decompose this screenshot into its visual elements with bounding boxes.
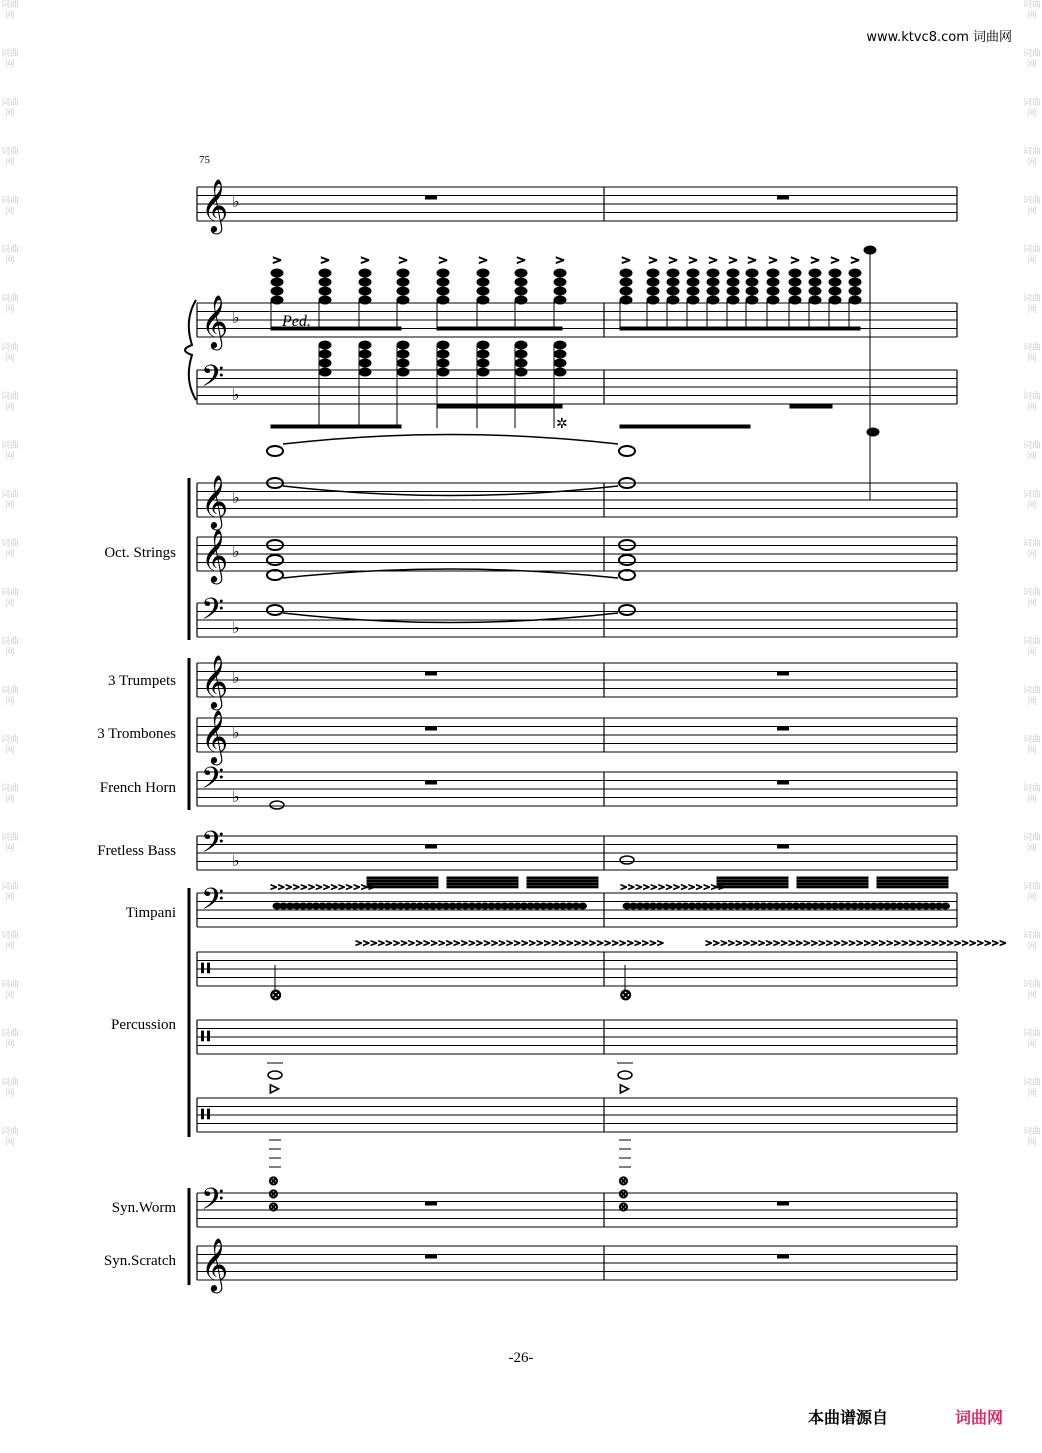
whole-note — [267, 446, 283, 456]
piano-rh-chord — [727, 278, 739, 286]
piano-rh-chord — [687, 278, 699, 286]
piano-rh-chord — [809, 269, 821, 277]
piano-rh-chord — [687, 296, 699, 304]
piano-rh-chord — [515, 269, 527, 277]
clef-icon: 𝄢 — [201, 826, 225, 867]
braces-and-brackets — [185, 300, 196, 1285]
piano-lh-chord — [437, 350, 449, 358]
flat-key-signature: ♭ — [232, 618, 240, 637]
accent-mark: ▷ — [270, 1081, 280, 1095]
flat-key-signature: ♭ — [232, 851, 240, 870]
watermark-text: 词曲网 — [0, 686, 19, 707]
accent-marks: >>>>>>>>>>>>>>>>>>>>>>>>>>>>>>>>>>>>>>>> — [705, 939, 1007, 949]
whole-rest — [777, 781, 789, 785]
piano-rh-chord — [319, 269, 331, 277]
beam — [527, 877, 598, 879]
piano-lh-chord — [397, 359, 409, 367]
whole-note — [619, 446, 635, 456]
piano-rh-chord — [746, 278, 758, 286]
beam — [717, 877, 788, 879]
whole-rest — [777, 1202, 789, 1206]
clef-icon: 𝄞 — [201, 709, 229, 763]
x-notehead: ⊗ — [618, 1200, 629, 1215]
beam — [437, 405, 562, 408]
clef-icon: 𝄞 — [201, 1237, 229, 1291]
beam — [790, 405, 832, 408]
beam — [717, 883, 788, 885]
watermark-text: 词曲网 — [1022, 343, 1041, 364]
piano-rh-chord — [319, 296, 331, 304]
whole-note — [267, 555, 283, 565]
whole-rest — [425, 672, 437, 676]
watermark-text: 词曲网 — [0, 539, 19, 560]
x-notehead: ⊗ — [268, 1187, 279, 1202]
watermark-text: 词曲网 — [0, 490, 19, 511]
watermark-text: 词曲网 — [1022, 882, 1041, 903]
clef-icon: 𝄞 — [201, 294, 229, 348]
clef-icon: 𝄢 — [201, 762, 225, 803]
piano-lh-chord — [554, 341, 566, 349]
piano-rh-chord — [849, 269, 861, 277]
piano-rh-chord — [397, 278, 409, 286]
watermark-text: 词曲网 — [1022, 294, 1041, 315]
accent-mark: > — [320, 253, 331, 267]
piano-rh-chord — [687, 287, 699, 295]
piano-rh-chord — [829, 269, 841, 277]
watermark-text: 词曲网 — [1022, 441, 1041, 462]
piano-rh-chord — [397, 287, 409, 295]
label-french-horn: French Horn — [99, 780, 176, 796]
piano-rh-chord — [849, 296, 861, 304]
whole-rest — [777, 196, 789, 200]
label-3-trumpets: 3 Trumpets — [108, 673, 176, 689]
piano-lh-chord — [554, 368, 566, 376]
piano-lh-chord — [359, 341, 371, 349]
beam — [877, 886, 948, 888]
whole-rest — [425, 196, 437, 200]
accent-mark: > — [555, 253, 566, 267]
percussion-note — [618, 1071, 632, 1079]
staff-lines — [197, 187, 957, 1280]
watermark-text: 词曲网 — [1022, 392, 1041, 413]
watermark-text: 词曲网 — [1022, 784, 1041, 805]
flat-key-signature: ♭ — [232, 787, 240, 806]
label-timpani: Timpani — [125, 905, 176, 921]
beam — [367, 886, 438, 888]
flat-key-signature: ♭ — [232, 308, 240, 327]
pedal-release-mark: ✲ — [556, 416, 568, 432]
piano-rh-chord — [554, 296, 566, 304]
piano-rh-chord — [767, 269, 779, 277]
clef-icon: 𝄥 — [201, 952, 210, 987]
beam — [797, 877, 868, 879]
watermark-text: 词曲网 — [1022, 735, 1041, 756]
whole-rest — [425, 845, 437, 849]
beam — [437, 327, 562, 330]
piano-rh-chord — [437, 269, 449, 277]
whole-rest — [425, 1202, 437, 1206]
piano-rh-chord — [554, 269, 566, 277]
watermark-text: 词曲网 — [0, 980, 19, 1001]
piano-rh-chord — [271, 278, 283, 286]
watermark-text: 词曲网 — [1022, 98, 1041, 119]
piano-rh-chord — [789, 296, 801, 304]
whole-rest — [425, 727, 437, 731]
beam — [527, 880, 598, 882]
piano-rh-chord — [437, 278, 449, 286]
piano-rh-chord — [849, 278, 861, 286]
accent-mark: > — [850, 253, 861, 267]
measure-number: 75 — [199, 154, 210, 166]
clef-icon: 𝄢 — [201, 883, 225, 924]
piano-rh-chord — [554, 278, 566, 286]
piano-rh-chord — [707, 269, 719, 277]
notes — [267, 246, 1007, 1215]
piano-rh-chord — [647, 296, 659, 304]
piano-rh-chord — [515, 287, 527, 295]
watermark-text: 词曲网 — [0, 245, 19, 266]
timpani-note — [942, 903, 950, 909]
whole-note — [620, 856, 634, 864]
tie — [283, 613, 618, 623]
watermark-text: 词曲网 — [0, 1078, 19, 1099]
beam — [797, 883, 868, 885]
watermark-text: 词曲网 — [0, 637, 19, 658]
piano-rh-chord — [515, 278, 527, 286]
clefs — [201, 178, 240, 1293]
flat-key-signature: ♭ — [232, 488, 240, 507]
piano-rh-chord — [789, 278, 801, 286]
piano-lh-chord — [515, 359, 527, 367]
beam — [877, 877, 948, 879]
piano-lh-chord — [437, 341, 449, 349]
whole-note — [619, 555, 635, 565]
beam — [717, 886, 788, 888]
watermark-text: 词曲网 — [0, 588, 19, 609]
piano-rh-chord — [271, 269, 283, 277]
accent-mark: ▷ — [620, 1081, 630, 1095]
piano-rh-chord — [667, 287, 679, 295]
piano-lh-chord — [554, 350, 566, 358]
piano-rh-chord — [620, 287, 632, 295]
watermark-text: 词曲网 — [0, 931, 19, 952]
watermark-text: 词曲网 — [1022, 196, 1041, 217]
beam — [447, 883, 518, 885]
accent-mark: > — [272, 253, 283, 267]
accent-mark: > — [768, 253, 779, 267]
cymbal-note: ⊗ — [619, 985, 633, 1004]
piano-rh-chord — [746, 269, 758, 277]
whole-rest — [777, 727, 789, 731]
piano-rh-chord — [707, 296, 719, 304]
barlines — [197, 187, 957, 1280]
whole-rest — [777, 1255, 789, 1259]
clef-icon: 𝄢 — [201, 360, 225, 401]
tie — [283, 435, 618, 445]
piano-rh-chord — [829, 287, 841, 295]
accent-mark: > — [728, 253, 739, 267]
accent-mark: > — [790, 253, 801, 267]
beam — [877, 880, 948, 882]
x-notehead: ⊗ — [618, 1187, 629, 1202]
piano-lh-chord — [437, 359, 449, 367]
beam — [620, 425, 750, 428]
beam — [797, 880, 868, 882]
watermark-text: 词曲网 — [1022, 931, 1041, 952]
watermark-text: 词曲网 — [0, 343, 19, 364]
piano-lh-chord — [319, 359, 331, 367]
accent-mark: > — [516, 253, 527, 267]
piano-rh-chord — [397, 296, 409, 304]
accent-marks: >>>>>>>>>>>>>>>>>>>>>>>>>>>>>>>>>>>>>>>>> — [355, 939, 665, 949]
watermark-text: 词曲网 — [1022, 490, 1041, 511]
percussion-note — [268, 1071, 282, 1079]
clef-icon: 𝄞 — [201, 178, 229, 232]
label-fretless-bass: Fretless Bass — [97, 843, 176, 859]
piano-rh-chord — [620, 278, 632, 286]
piano-rh-chord — [789, 287, 801, 295]
whole-rest — [425, 781, 437, 785]
beam — [367, 880, 438, 882]
piano-rh-chord — [620, 296, 632, 304]
piano-rh-chord — [477, 296, 489, 304]
watermark-text: 词曲网 — [1022, 245, 1041, 266]
piano-lh-chord — [397, 368, 409, 376]
beam — [367, 877, 438, 879]
accent-mark: > — [830, 253, 841, 267]
beam — [447, 886, 518, 888]
clef-icon: 𝄞 — [201, 528, 229, 582]
whole-note — [267, 605, 283, 615]
watermark-text: 词曲网 — [0, 833, 19, 854]
piano-lh-chord — [554, 359, 566, 367]
pedal-mark: Ped. — [282, 313, 311, 330]
footer-source-site[interactable]: 词曲网 — [955, 1408, 1004, 1427]
piano-rh-chord — [707, 278, 719, 286]
piano-rh-chord — [477, 269, 489, 277]
label-3-trombones: 3 Trombones — [97, 726, 176, 742]
accent-mark: > — [708, 253, 719, 267]
cymbal-note: ⊗ — [269, 985, 283, 1004]
piano-lh-chord — [397, 341, 409, 349]
watermark-text: 词曲网 — [0, 1029, 19, 1050]
watermark-text: 词曲网 — [1022, 1078, 1041, 1099]
piano-lh-chord — [359, 368, 371, 376]
beam — [877, 883, 948, 885]
piano-rh-chord — [687, 269, 699, 277]
piano-rh-chord — [437, 296, 449, 304]
piano-rh-chord — [554, 287, 566, 295]
beam — [271, 425, 401, 428]
accent-mark: > — [438, 253, 449, 267]
accent-note — [867, 428, 879, 436]
piano-lh-chord — [515, 350, 527, 358]
piano-rh-chord — [477, 278, 489, 286]
piano-lh-chord — [359, 350, 371, 358]
header-site-url[interactable]: www.ktvc8.com 词曲网 — [866, 30, 1012, 45]
timpani-note — [579, 903, 587, 909]
piano-rh-chord — [359, 296, 371, 304]
piano-lh-chord — [477, 368, 489, 376]
watermark-text: 词曲网 — [1022, 1029, 1041, 1050]
piano-rh-chord — [667, 296, 679, 304]
label-percussion: Percussion — [111, 1017, 176, 1033]
piano-rh-chord — [746, 287, 758, 295]
accent-mark: > — [360, 253, 371, 267]
watermark-text: 词曲网 — [0, 882, 19, 903]
piano-rh-chord — [767, 287, 779, 295]
whole-note — [619, 605, 635, 615]
flat-key-signature: ♭ — [232, 723, 240, 742]
label-syn-scratch: Syn.Scratch — [103, 1253, 176, 1269]
x-notehead: ⊗ — [618, 1174, 629, 1189]
piano-rh-chord — [359, 287, 371, 295]
accent-marks: >>>>>>>>>>>>>> — [620, 883, 726, 893]
piano-rh-chord — [647, 278, 659, 286]
watermark-text: 词曲网 — [0, 1127, 19, 1148]
watermark-text: 词曲网 — [0, 147, 19, 168]
piano-rh-chord — [727, 269, 739, 277]
piano-rh-chord — [271, 296, 283, 304]
piano-lh-chord — [477, 350, 489, 358]
watermark-text: 词曲网 — [0, 784, 19, 805]
watermark-text: 词曲网 — [0, 98, 19, 119]
piano-rh-chord — [667, 269, 679, 277]
piano-rh-chord — [789, 269, 801, 277]
piano-rh-chord — [829, 296, 841, 304]
watermark-text: 词曲网 — [1022, 588, 1041, 609]
clef-icon: 𝄞 — [201, 474, 229, 528]
accent-mark: > — [398, 253, 409, 267]
piano-lh-chord — [515, 368, 527, 376]
watermark-text: 词曲网 — [1022, 637, 1041, 658]
watermark-text: 词曲网 — [0, 49, 19, 70]
piano-rh-chord — [359, 278, 371, 286]
accent-mark: > — [478, 253, 489, 267]
piano-rh-chord — [437, 287, 449, 295]
piano-rh-chord — [727, 296, 739, 304]
piano-lh-chord — [477, 341, 489, 349]
piano-rh-chord — [647, 269, 659, 277]
piano-rh-chord — [767, 278, 779, 286]
piano-rh-chord — [767, 296, 779, 304]
label-syn-worm: Syn.Worm — [111, 1200, 176, 1216]
piano-lh-chord — [319, 341, 331, 349]
beam — [447, 877, 518, 879]
piano-rh-chord — [515, 296, 527, 304]
accent-mark: > — [747, 253, 758, 267]
piano-lh-chord — [515, 341, 527, 349]
watermark-text: 词曲网 — [1022, 49, 1041, 70]
accent-mark: > — [668, 253, 679, 267]
beam — [527, 883, 598, 885]
whole-rest — [425, 1255, 437, 1259]
clef-icon: 𝄢 — [201, 593, 225, 634]
piano-rh-chord — [647, 287, 659, 295]
piano-rh-chord — [849, 287, 861, 295]
flat-key-signature: ♭ — [232, 192, 240, 211]
piano-rh-chord — [809, 278, 821, 286]
beam — [717, 880, 788, 882]
whole-rest — [777, 845, 789, 849]
watermark-text: 词曲网 — [1022, 147, 1041, 168]
accent-mark: > — [810, 253, 821, 267]
x-notehead: ⊗ — [268, 1200, 279, 1215]
flat-key-signature: ♭ — [232, 668, 240, 687]
tie — [283, 569, 618, 578]
clef-icon: 𝄢 — [201, 1183, 225, 1224]
watermark-text: 词曲网 — [1022, 980, 1041, 1001]
piano-rh-chord — [397, 269, 409, 277]
watermark-text: 词曲网 — [1022, 1127, 1041, 1148]
piano-rh-chord — [319, 287, 331, 295]
piano-rh-chord — [746, 296, 758, 304]
watermark-text: 词曲网 — [0, 294, 19, 315]
tie — [283, 486, 618, 496]
piano-rh-chord — [707, 287, 719, 295]
piano-rh-chord — [319, 278, 331, 286]
watermark-text: 词曲网 — [0, 196, 19, 217]
watermark-text: 词曲网 — [0, 0, 19, 21]
accent-mark: > — [648, 253, 659, 267]
piano-rh-chord — [359, 269, 371, 277]
flat-key-signature: ♭ — [232, 385, 240, 404]
whole-note — [270, 801, 284, 809]
watermark-text: 词曲网 — [0, 441, 19, 462]
beam — [797, 886, 868, 888]
piano-lh-chord — [319, 368, 331, 376]
piano-rh-chord — [727, 287, 739, 295]
accent-mark: > — [688, 253, 699, 267]
piano-rh-chord — [667, 278, 679, 286]
piano-lh-chord — [477, 359, 489, 367]
beam — [620, 327, 860, 330]
piano-lh-chord — [359, 359, 371, 367]
piano-rh-chord — [620, 269, 632, 277]
piano-rh-chord — [809, 287, 821, 295]
page-number: -26- — [508, 1350, 534, 1366]
accent-mark: > — [621, 253, 632, 267]
clef-icon: 𝄞 — [201, 654, 229, 708]
watermark-text: 词曲网 — [0, 392, 19, 413]
label-oct-strings: Oct. Strings — [104, 545, 176, 561]
piano-lh-chord — [437, 368, 449, 376]
watermark-text: 词曲网 — [1022, 833, 1041, 854]
footer-source-text: 本曲谱源自 — [808, 1408, 889, 1427]
piano-rh-chord — [477, 287, 489, 295]
watermark-text: 词曲网 — [1022, 0, 1041, 21]
piano-rh-chord — [829, 278, 841, 286]
piano-rh-chord — [271, 287, 283, 295]
accent-marks: >>>>>>>>>>>>>> — [270, 883, 376, 893]
clef-icon: 𝄥 — [201, 1098, 210, 1133]
beam — [527, 886, 598, 888]
piano-lh-chord — [319, 350, 331, 358]
watermark-text: 词曲网 — [0, 735, 19, 756]
watermark-text: 词曲网 — [1022, 686, 1041, 707]
beam — [447, 880, 518, 882]
piano-lh-chord — [397, 350, 409, 358]
piano-brace — [185, 300, 196, 400]
clef-icon: 𝄥 — [201, 1020, 210, 1055]
watermark-text: 词曲网 — [1022, 539, 1041, 560]
whole-rest — [777, 672, 789, 676]
x-notehead: ⊗ — [268, 1174, 279, 1189]
piano-rh-chord — [809, 296, 821, 304]
flat-key-signature: ♭ — [232, 542, 240, 561]
beam — [367, 883, 438, 885]
